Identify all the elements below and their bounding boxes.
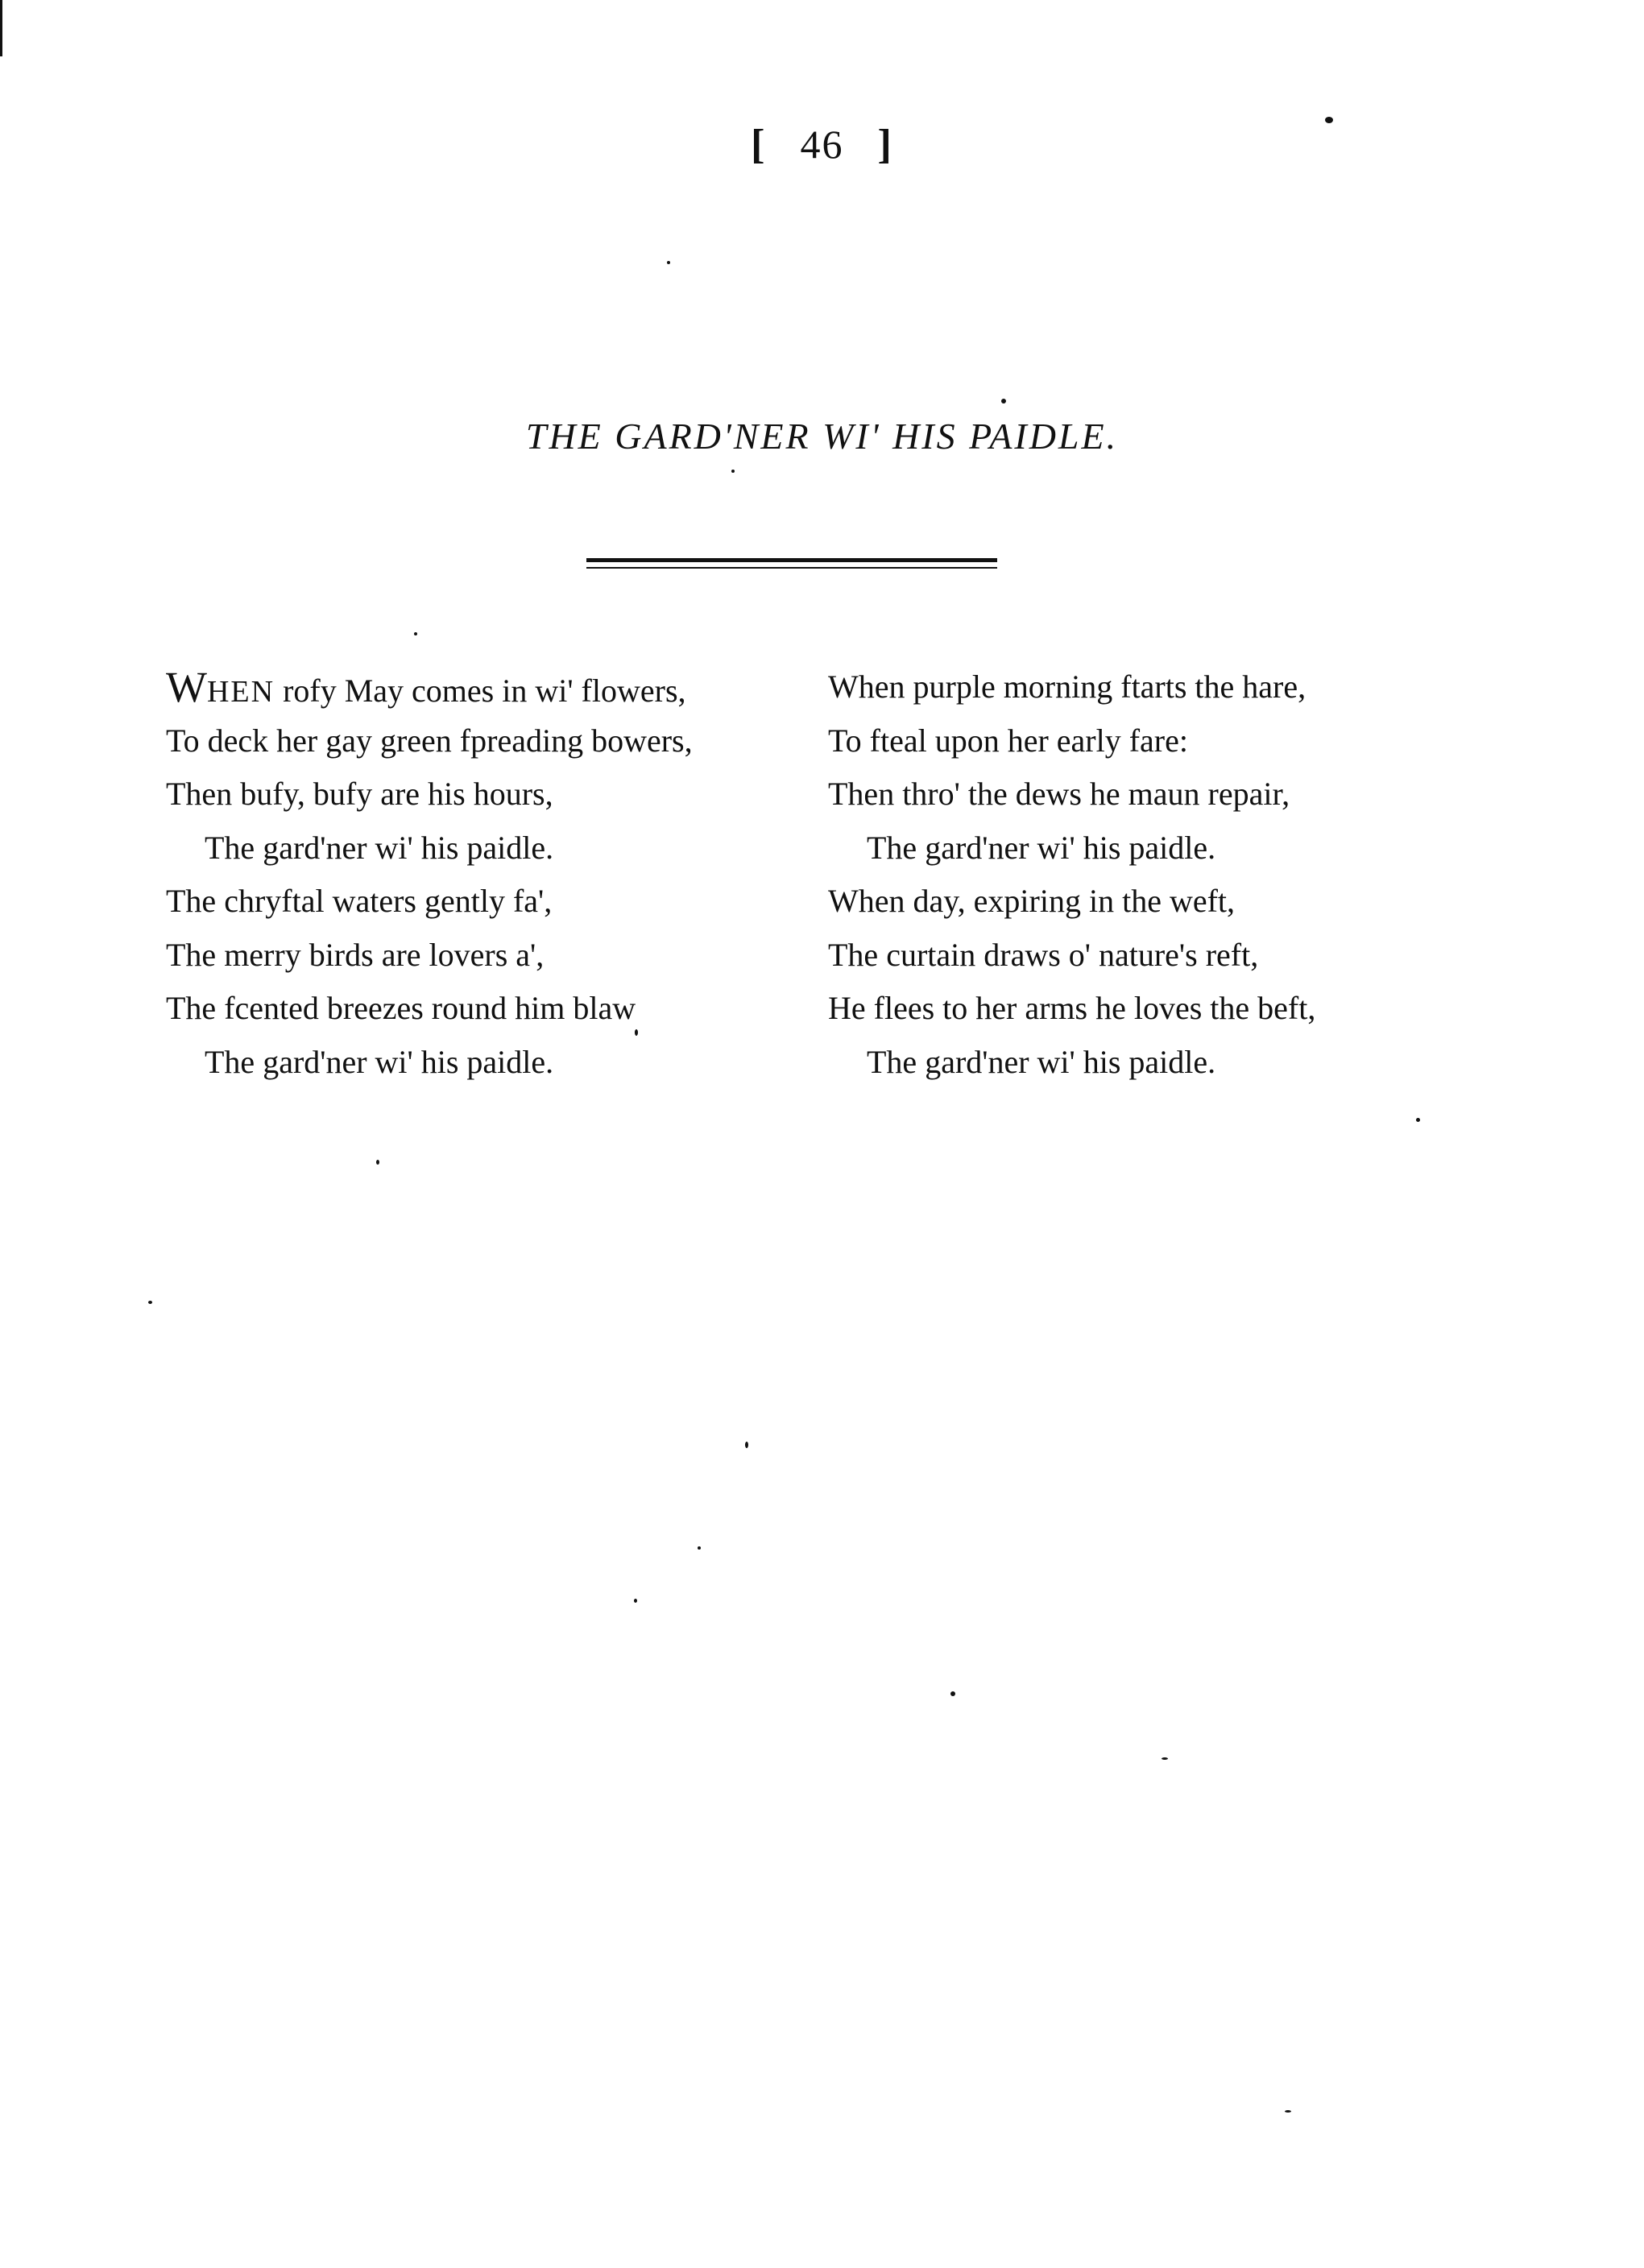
small-caps: HEN <box>206 675 275 709</box>
stanza-line: Then thro' the dews he maun repair, <box>828 776 1290 812</box>
scan-speck <box>1325 117 1333 123</box>
stanza-line: To deck her gay green fpreading bowers, <box>166 722 693 759</box>
drop-cap: W <box>166 663 207 711</box>
scan-speck <box>376 1160 379 1165</box>
refrain-line: The gard'ner wi' his paidle. <box>205 829 554 866</box>
scan-speck <box>1285 2110 1291 2113</box>
page-number-close-bracket: ] <box>877 122 893 168</box>
stanza-line: The fcented breezes round him blaw <box>166 990 636 1026</box>
title-rule-thin <box>586 567 997 569</box>
scan-speck <box>1416 1118 1420 1122</box>
scan-speck <box>745 1442 748 1448</box>
stanza-line <box>166 660 810 714</box>
scan-speck <box>1001 399 1006 404</box>
stanza-line: When day, expiring in the weft, <box>828 883 1236 919</box>
scan-speck <box>635 1029 638 1036</box>
scan-speck <box>698 1546 701 1550</box>
scan-speck <box>731 470 735 473</box>
stanza-line: When purple morning ftarts the hare, <box>828 668 1307 705</box>
stanza-line: To fteal upon her early fare: <box>828 722 1188 759</box>
stanza-line: He flees to her arms he loves the beft, <box>828 990 1316 1026</box>
stanza-line: The chryftal waters gently fa', <box>166 883 553 919</box>
right-stanza <box>828 660 1472 1089</box>
stanza-line: The merry birds are lovers a', <box>166 936 545 973</box>
refrain-line: The gard'ner wi' his paidle. <box>867 1043 1216 1080</box>
left-stanza <box>166 660 810 1089</box>
scan-speck <box>1162 1757 1168 1760</box>
page-number-open-bracket: [ <box>751 122 767 168</box>
refrain-line: The gard'ner wi' his paidle. <box>867 829 1216 866</box>
scan-speck <box>414 632 417 635</box>
page-number-value: 46 <box>800 122 844 167</box>
first-line-text: rofy May comes in wi' flowers, <box>275 673 686 709</box>
page-number <box>0 121 1644 168</box>
scan-speck <box>950 1691 955 1696</box>
margin-mark <box>0 0 2 56</box>
refrain-line: The gard'ner wi' his paidle. <box>205 1043 554 1080</box>
stanza-line: The curtain draws o' nature's reft, <box>828 936 1259 973</box>
scan-speck <box>634 1599 637 1603</box>
stanza-line: Then bufy, bufy are his hours, <box>166 776 553 812</box>
title-rule-thick <box>586 558 997 562</box>
scan-speck <box>667 261 670 264</box>
poem-title: THE GARD'NER WI' HIS PAIDLE. <box>525 416 1119 457</box>
scan-speck <box>148 1301 152 1304</box>
